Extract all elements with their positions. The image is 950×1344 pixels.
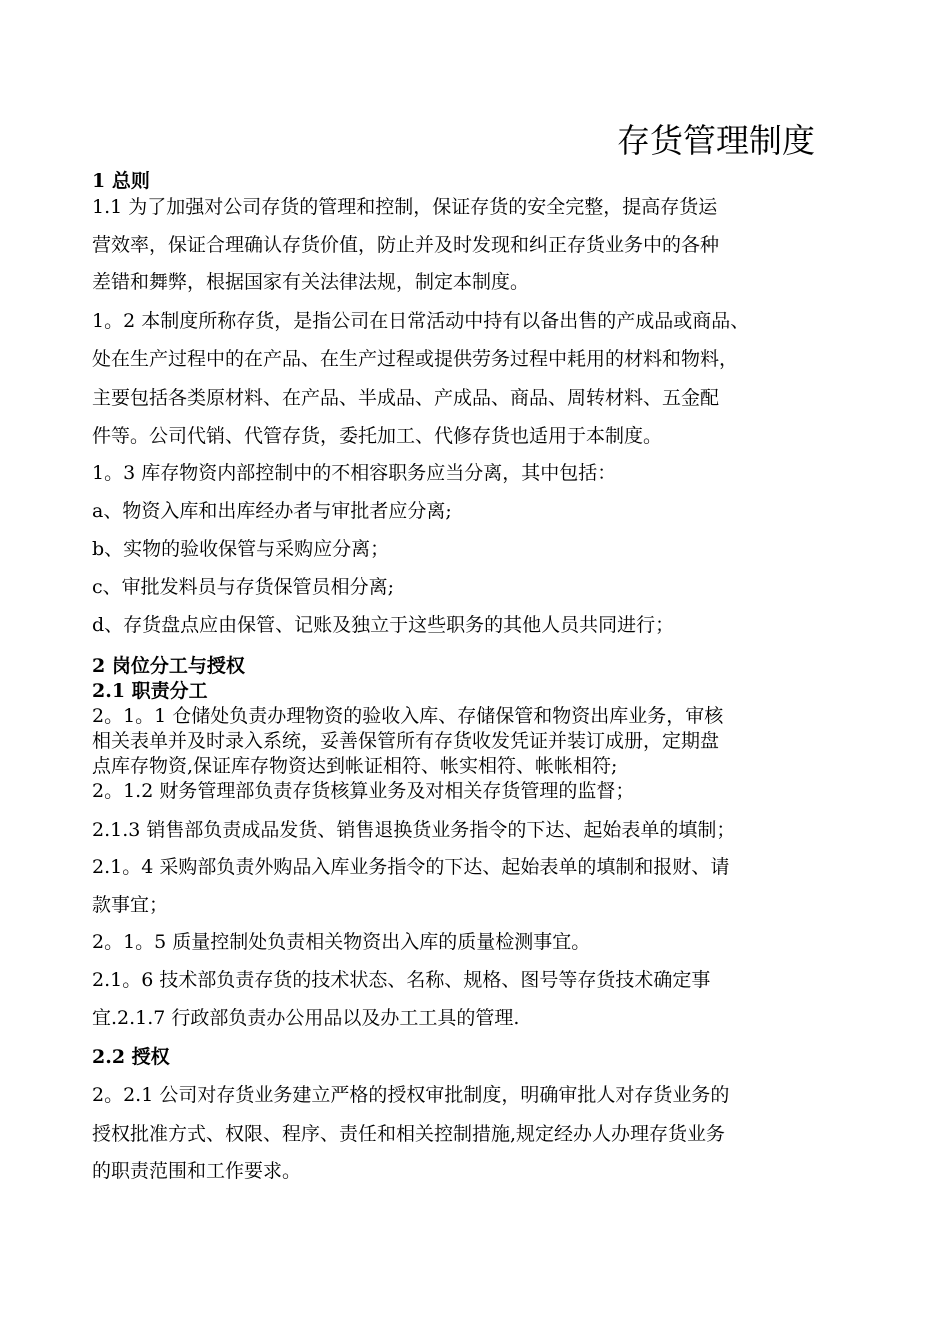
paragraph-line: 2。1.2 财务管理部负责存货核算业务及对相关存货管理的监督； [92,780,635,802]
subsection-heading: 2.1 职责分工 [92,680,208,702]
paragraph-line: 1.1 为了加强对公司存货的管理和控制，保证存货的安全完整，提高存货运 [92,196,718,218]
section-heading: 1 总则 [92,170,150,192]
paragraph-line: 款事宜； [92,894,169,916]
list-item: c、审批发料员与存货保管员相分离; [92,576,395,598]
paragraph-line: 2。2.1 公司对存货业务建立严格的授权审批制度，明确审批人对存货业务的 [92,1084,730,1106]
paragraph-line: 授权批准方式、权限、程序、责任和相关控制措施,规定经办人办理存货业务 [92,1123,726,1145]
paragraph-line: 相关表单并及时录入系统，妥善保管所有存货收发凭证并装订成册，定期盘 [92,730,720,752]
paragraph-line: 2.1.3 销售部负责成品发货、销售退换货业务指令的下达、起始表单的填制； [92,819,736,841]
paragraph-line: 件等。公司代销、代管存货，委托加工、代修存货也适用于本制度。 [92,425,663,447]
list-item: d、存货盘点应由保管、记账及独立于这些职务的其他人员共同进行； [92,614,675,636]
paragraph-line: 处在生产过程中的在产品、在生产过程或提供劳务过程中耗用的材料和物料， [92,348,739,370]
paragraph-line: 的职责范围和工作要求。 [92,1160,302,1182]
paragraph-line: 点库存物资,保证库存物资达到帐证相符、帐实相符、帐帐相符; [92,755,618,777]
list-item: b、实物的验收保管与采购应分离； [92,538,390,560]
paragraph-line: 1。3 库存物资内部控制中的不相容职务应当分离，其中包括： [92,462,617,484]
paragraph-line: 差错和舞弊，根据国家有关法律法规，制定本制度。 [92,271,530,293]
paragraph-line: 2。1。1 仓储处负责办理物资的验收入库、存储保管和物资出库业务，审核 [92,705,724,727]
paragraph-line: 1。2 本制度所称存货，是指公司在日常活动中持有以备出售的产成品或商品、 [92,310,750,332]
paragraph-line: 营效率，保证合理确认存货价值，防止并及时发现和纠正存货业务中的各种 [92,234,720,256]
paragraph-line: 2。1。5 质量控制处负责相关物资出入库的质量检测事宜。 [92,931,591,953]
list-item: a、物资入库和出库经办者与审批者应分离; [92,500,452,522]
document-title: 存货管理制度 [617,121,815,160]
paragraph-line: 2.1。6 技术部负责存货的技术状态、名称、规格、图号等存货技术确定事 [92,969,711,991]
paragraph-line: 宜.2.1.7 行政部负责办公用品以及办工工具的管理. [92,1007,520,1029]
subsection-heading: 2.2 授权 [92,1046,170,1068]
section-heading: 2 岗位分工与授权 [92,655,245,677]
paragraph-line: 主要包括各类原材料、在产品、半成品、产成品、商品、周转材料、五金配 [92,387,720,409]
paragraph-line: 2.1。4 采购部负责外购品入库业务指令的下达、起始表单的填制和报财、请 [92,856,730,878]
